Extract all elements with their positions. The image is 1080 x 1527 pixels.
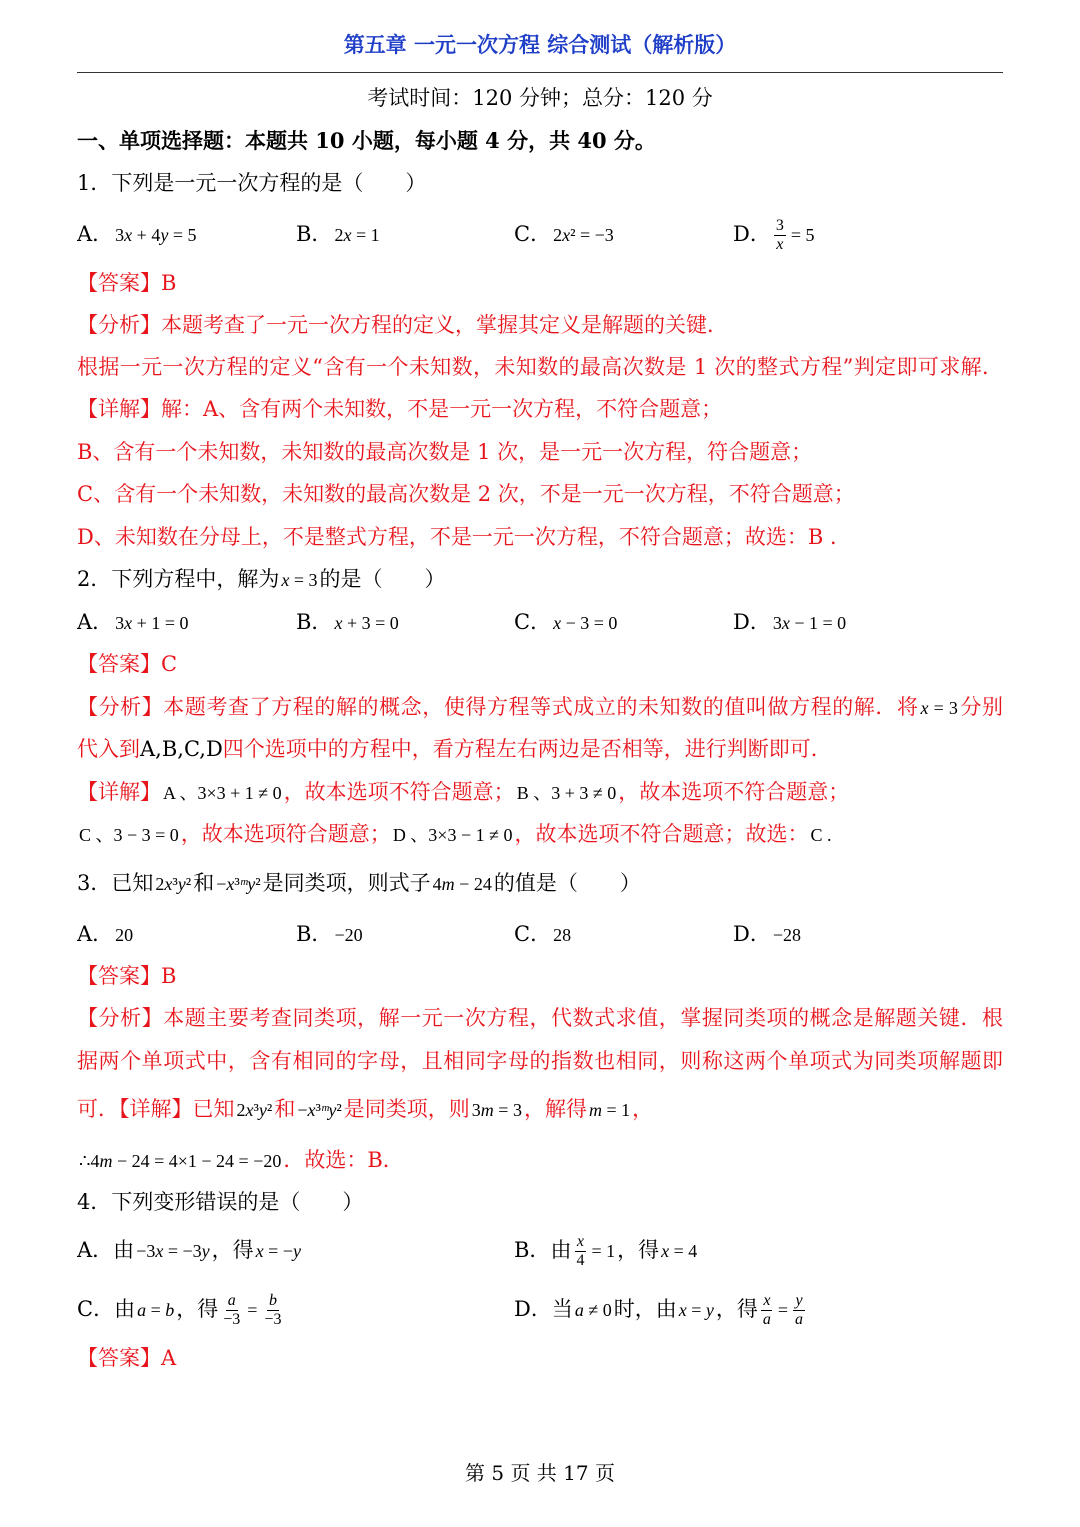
explanation-line (77, 479, 1003, 509)
text-run: 的值是（ ） (493, 871, 641, 895)
option-content (114, 1292, 286, 1328)
question-1-answer (77, 268, 1003, 298)
fraction-numerator: a (227, 1292, 236, 1309)
math-expression: C 、3 − 3 = 0 (79, 825, 179, 845)
question-3-options (0, 912, 1080, 956)
option-content (332, 610, 400, 634)
question-2-stem (77, 564, 1003, 594)
text-run: 的是（ ） (319, 567, 446, 591)
option-content (771, 217, 817, 253)
explanation-line (77, 692, 1003, 722)
question-1-stem (77, 168, 1003, 198)
option-label: B． (514, 1238, 551, 1262)
highlighted-text: 【分析】本题主要考查同类项，解一元一次方程，代数式求值，掌握同类项的概念是解题关键．根 (77, 1006, 1003, 1030)
question-4-options-row-2 (0, 1287, 1080, 1331)
math-expression: 3x − 1 = 0 (772, 613, 847, 633)
text-run: A,B,C,D (140, 737, 223, 761)
text-run: ，得 (211, 1238, 254, 1262)
text-run: ，得 (715, 1297, 758, 1321)
explanation-line (77, 522, 1003, 552)
math-expression: B 、3 + 3 ≠ 0 (516, 783, 617, 803)
fraction-denominator: −3 (223, 1311, 241, 1328)
explanation-line (77, 1145, 1003, 1175)
option-content (332, 922, 364, 946)
option-label: A． (77, 610, 114, 634)
highlighted-text: ．故选：B． (283, 1148, 404, 1172)
math-expression: −x³ᵐy² (297, 1100, 342, 1120)
exam-info: 考试时间：120 分钟；总分：120 分 (367, 86, 713, 110)
highlighted-text: 根据一元一次方程的定义“含有一个未知数，未知数的最高次数是 1 次的整式方程”判定即可求解． (77, 355, 1003, 379)
option-a (77, 912, 135, 956)
fraction-denominator: −3 (264, 1311, 282, 1328)
highlighted-text: 【详解】解：A、含有两个未知数，不是一元一次方程，不符合题意； (77, 397, 723, 421)
math-expression: 2x = 1 (334, 225, 380, 245)
math-expression: 4m − 24 (432, 874, 492, 894)
explanation-line (77, 394, 1003, 424)
math-expression: m = 1 (588, 1100, 631, 1120)
highlighted-text: 和 (274, 1097, 296, 1121)
highlighted-text: B、含有一个未知数，未知数的最高次数是 1 次，是一元一次方程，符合题意； (77, 440, 813, 464)
highlighted-text: 代入到 (77, 737, 140, 761)
math-expression: 3m = 3 (471, 1100, 522, 1120)
option-b (514, 1228, 699, 1272)
option-label: B． (296, 610, 333, 634)
question-1-options (0, 212, 1080, 256)
text-run: 是同类项，则式子 (262, 871, 431, 895)
option-label: D． (733, 610, 771, 634)
math-expression: 28 (553, 925, 572, 945)
highlighted-text: 【分析】本题考查了一元一次方程的定义，掌握其定义是解题的关键． (77, 313, 728, 337)
highlighted-text: D、未知数在分母上，不是整式方程，不是一元一次方程，不符合题意；故选：B ． (77, 525, 851, 549)
fraction-numerator: x (576, 1233, 584, 1250)
math-expression: = 5 (790, 225, 815, 245)
text-run: 3．已知 (77, 871, 154, 895)
math-expression: ∴4m − 24 = 4×1 − 24 = −20 (79, 1151, 282, 1171)
fraction-denominator: a (762, 1311, 771, 1328)
question-2-options (0, 600, 1080, 644)
option-label: A． (77, 1238, 114, 1262)
question-2-answer (77, 649, 1003, 679)
option-content (113, 222, 198, 246)
math-expression: A 、3×3 + 1 ≠ 0 (163, 783, 282, 803)
text-run: 由 (113, 1238, 135, 1262)
highlighted-text: ，故本选项不符合题意； (618, 780, 850, 804)
highlighted-text: 【详解】 (77, 780, 161, 804)
fraction-numerator: x (763, 1292, 771, 1309)
math-expression: −20 (334, 925, 363, 945)
highlighted-text: 是同类项，则 (343, 1097, 470, 1121)
header-rule (77, 72, 1003, 73)
option-content (551, 1292, 808, 1328)
math-expression: −28 (772, 925, 801, 945)
option-label: C． (514, 922, 552, 946)
fraction (262, 1292, 283, 1329)
math-expression: x + 3 = 0 (334, 613, 399, 633)
highlighted-text: 分别 (959, 695, 1003, 719)
highlighted-text: ， (632, 1097, 654, 1121)
question-4-answer (77, 1343, 1003, 1373)
highlighted-text: ，故本选项符合题意； (180, 822, 391, 846)
text-run: 时，由 (613, 1297, 677, 1321)
option-c (514, 212, 616, 256)
text-run: 由 (550, 1238, 572, 1262)
option-d (733, 600, 848, 644)
question-4-stem (77, 1187, 1003, 1217)
question-4-options-row-1 (0, 1228, 1080, 1272)
math-expression: 20 (115, 925, 134, 945)
text-run: ，得 (176, 1297, 219, 1321)
math-expression: = (777, 1300, 789, 1320)
option-content (332, 222, 381, 246)
math-expression: 2x³y² (155, 874, 192, 894)
question-3-stem (77, 868, 1003, 898)
fraction (221, 1292, 242, 1329)
math-expression: = 1 (591, 1241, 616, 1261)
option-label: A． (77, 922, 114, 946)
explanation-line (77, 437, 1003, 467)
math-expression: x = 3 (281, 570, 318, 590)
math-expression: 2x³y² (236, 1100, 273, 1120)
option-content (550, 1233, 699, 1269)
text-run: 2．下列方程中，解为 (77, 567, 280, 591)
option-label: D． (514, 1297, 552, 1321)
highlighted-text: 【答案】A (77, 1346, 177, 1370)
math-expression: x = −y (255, 1241, 301, 1261)
highlighted-text: 【答案】C (77, 652, 178, 676)
highlighted-text: 【答案】B (77, 964, 177, 988)
math-expression: = (247, 1300, 258, 1320)
highlighted-text: ，故本选项不符合题意；故选： (514, 822, 809, 846)
option-content (551, 922, 573, 946)
option-label: B． (296, 922, 333, 946)
math-expression: x = 4 (661, 1241, 698, 1261)
option-b (296, 912, 365, 956)
math-expression: C . (810, 825, 832, 845)
math-expression: x = y (678, 1300, 714, 1320)
option-c (77, 1287, 286, 1331)
option-b (296, 600, 401, 644)
option-d (733, 212, 817, 256)
question-3-answer (77, 961, 1003, 991)
page-footer: 第 5 页 共 17 页 (465, 1461, 615, 1485)
option-label: C． (514, 610, 552, 634)
option-b (296, 212, 382, 256)
fraction-numerator: 3 (775, 217, 784, 234)
option-a (77, 1228, 303, 1272)
option-label: C． (514, 222, 552, 246)
option-a (77, 600, 190, 644)
option-c (514, 912, 573, 956)
fraction-numerator: b (268, 1292, 277, 1309)
option-c (514, 600, 619, 644)
option-d (733, 912, 803, 956)
highlighted-text: 四个选项中的方程中，看方程左右两边是否相等，进行判断即可． (222, 737, 832, 761)
explanation-line (77, 352, 1003, 382)
option-label: C． (77, 1297, 115, 1321)
math-expression: x − 3 = 0 (553, 613, 618, 633)
highlighted-text: 【答案】B (77, 271, 177, 295)
text-run: 4．下列变形错误的是（ ） (77, 1190, 364, 1214)
math-expression: a ≠ 0 (574, 1300, 612, 1320)
highlighted-text: ，故本选项不符合题意； (283, 780, 515, 804)
fraction-numerator: y (795, 1292, 803, 1309)
option-content (771, 610, 848, 634)
highlighted-text: 据两个单项式中，含有相同的字母，且相同字母的指数也相同，则称这两个单项式为同类项解题即 (77, 1049, 1003, 1073)
option-label: B． (296, 222, 333, 246)
option-content (551, 610, 619, 634)
math-expression: x = 3 (920, 698, 958, 718)
fraction-denominator: 4 (576, 1252, 585, 1269)
fraction (774, 217, 786, 254)
fraction-denominator: a (795, 1311, 804, 1328)
explanation-line (77, 1003, 1003, 1033)
text-run: 1．下列是一元一次方程的是（ ） (77, 171, 427, 195)
option-content (771, 922, 803, 946)
section-title: 一、单项选择题：本题共 10 小题，每小题 4 分，共 40 分。 (77, 128, 656, 153)
fraction (793, 1292, 805, 1329)
highlighted-text: 【分析】本题考查了方程的解的概念，使得方程等式成立的未知数的值叫做方程的解．将 (77, 695, 919, 719)
explanation-line (77, 1094, 1003, 1124)
option-label: A． (77, 222, 114, 246)
math-expression: D 、3×3 − 1 ≠ 0 (392, 825, 513, 845)
page-title: 第五章 一元一次方程 综合测试（解析版） (343, 32, 737, 57)
math-expression: 3x + 1 = 0 (115, 613, 189, 633)
option-label: D． (733, 922, 771, 946)
explanation-line (77, 734, 1003, 764)
math-expression: −x³ᵐy² (216, 874, 261, 894)
math-expression: a = b (137, 1300, 175, 1320)
text-run: ，得 (617, 1238, 660, 1262)
explanation-line (77, 310, 1003, 340)
fraction-denominator: x (776, 236, 784, 253)
highlighted-text: ，解得 (523, 1097, 587, 1121)
option-content (551, 222, 616, 246)
highlighted-text: C、含有一个未知数，未知数的最高次数是 2 次，不是一元一次方程，不符合题意； (77, 482, 855, 506)
explanation-line (77, 819, 1003, 849)
math-expression: 3x + 4y = 5 (115, 225, 197, 245)
text-run: 当 (551, 1297, 573, 1321)
option-content (113, 922, 135, 946)
fraction (574, 1233, 586, 1270)
math-expression: 2x² = −3 (553, 225, 614, 245)
highlighted-text: 可．【详解】已知 (77, 1097, 235, 1121)
text-run: 由 (114, 1297, 136, 1321)
text-run: 和 (193, 871, 215, 895)
explanation-line (77, 1046, 1003, 1076)
option-a (77, 212, 198, 256)
option-content (113, 1238, 303, 1262)
explanation-line (77, 777, 1003, 807)
fraction (761, 1292, 773, 1329)
option-content (113, 610, 190, 634)
option-d (514, 1287, 808, 1331)
option-label: D． (733, 222, 771, 246)
math-expression: −3x = −3y (136, 1241, 210, 1261)
